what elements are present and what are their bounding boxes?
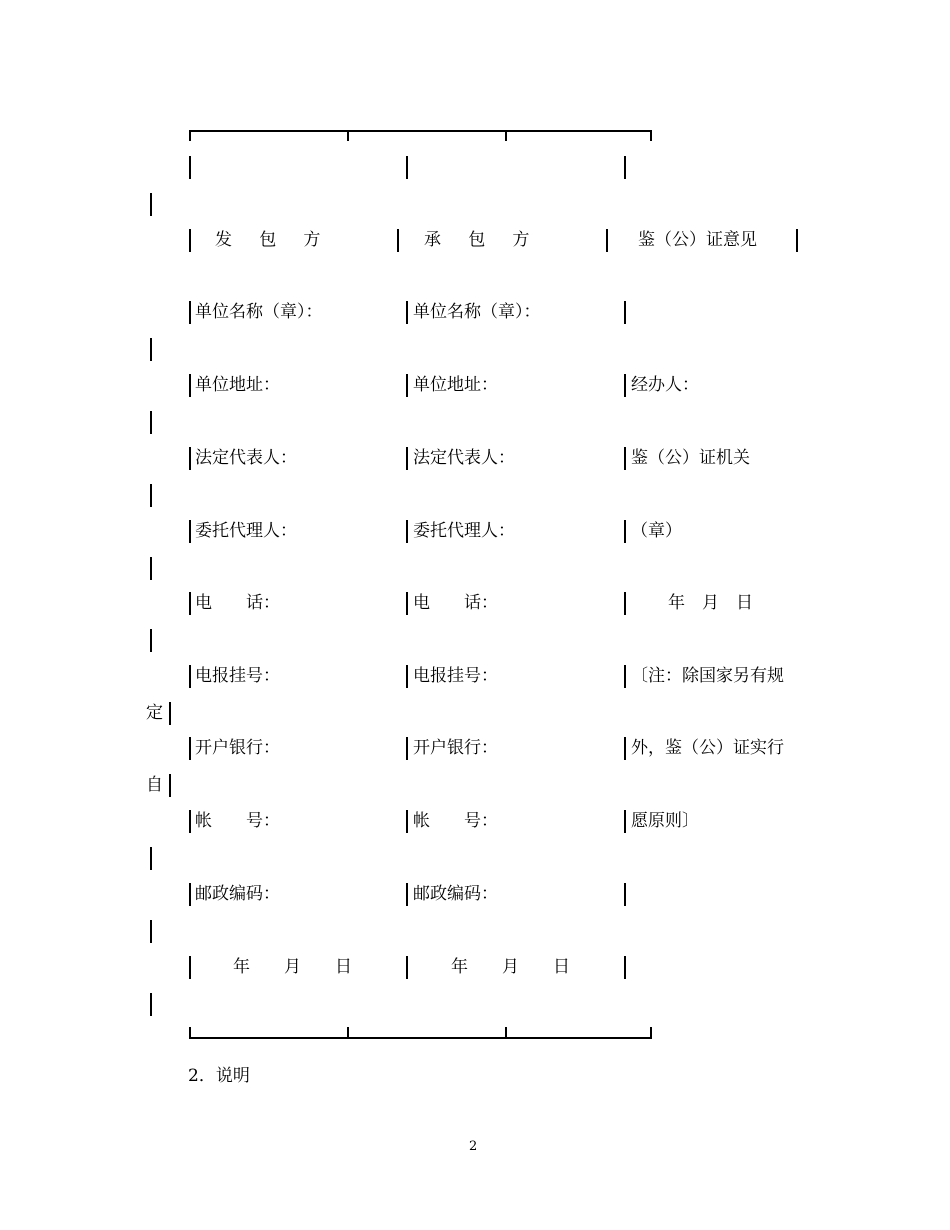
wrap-bar xyxy=(150,557,152,580)
row-bar xyxy=(624,447,626,470)
row-bar xyxy=(189,737,191,760)
contractor-phone: 电 话： xyxy=(413,593,498,613)
notary-handler: 经办人： xyxy=(631,375,699,395)
table-bottom-tick-mid2 xyxy=(505,1027,507,1038)
issuer-postcode: 邮政编码： xyxy=(195,884,280,904)
row-bar xyxy=(624,883,626,906)
row-bar xyxy=(796,229,798,252)
row-bar xyxy=(406,156,408,179)
contractor-unit-address: 单位地址： xyxy=(413,375,498,395)
notary-note-line2: 外，鉴（公）证实行 xyxy=(631,738,784,758)
table-bottom-tick-left xyxy=(189,1027,191,1038)
notary-note-line3: 愿原则〕 xyxy=(631,811,699,831)
table-top-tick-mid1 xyxy=(347,130,349,141)
row-bar xyxy=(406,883,408,906)
row-bar xyxy=(406,810,408,833)
row-bar xyxy=(189,665,191,688)
row-bar xyxy=(189,374,191,397)
wrap-bar xyxy=(169,702,171,725)
row-bar xyxy=(624,737,626,760)
issuer-unit-name: 单位名称（章）： xyxy=(195,302,323,322)
issuer-telegram: 电报挂号： xyxy=(195,666,280,686)
row-bar xyxy=(606,229,608,252)
row-bar xyxy=(189,301,191,324)
issuer-date: 年 月 日 xyxy=(233,957,352,977)
contractor-bank: 开户银行： xyxy=(413,738,498,758)
header-notary: 鉴（公）证意见 xyxy=(638,230,757,250)
row-bar xyxy=(624,301,626,324)
row-bar xyxy=(397,229,399,252)
header-issuer: 发 包 方 xyxy=(215,230,326,250)
wrap-bar xyxy=(150,338,152,361)
table-top-tick-right xyxy=(650,130,652,141)
row-bar xyxy=(189,883,191,906)
header-contractor: 承 包 方 xyxy=(424,230,535,250)
row-bar xyxy=(624,374,626,397)
table-bottom-tick-mid1 xyxy=(347,1027,349,1038)
contractor-postcode: 邮政编码： xyxy=(413,884,498,904)
wrap-bar xyxy=(169,774,171,797)
notary-date: 年 月 日 xyxy=(668,593,753,613)
row-bar xyxy=(406,374,408,397)
row-bar xyxy=(189,447,191,470)
row-bar xyxy=(189,229,191,252)
notary-authority: 鉴（公）证机关 xyxy=(631,448,750,468)
wrap-bar xyxy=(150,847,152,870)
notary-note-line1: 〔注：除国家另有规 xyxy=(631,666,784,686)
row-bar xyxy=(406,447,408,470)
row-bar xyxy=(624,520,626,543)
issuer-phone: 电 话： xyxy=(195,593,280,613)
issuer-unit-address: 单位地址： xyxy=(195,375,280,395)
row-bar xyxy=(189,520,191,543)
row-bar xyxy=(624,592,626,615)
wrap-bar xyxy=(150,993,152,1016)
contractor-telegram: 电报挂号： xyxy=(413,666,498,686)
row-bar xyxy=(406,737,408,760)
wrap-bar xyxy=(150,629,152,652)
row-bar xyxy=(406,520,408,543)
wrap-bar xyxy=(150,193,152,216)
row-bar xyxy=(624,665,626,688)
issuer-account: 帐 号： xyxy=(195,811,280,831)
row-bar xyxy=(189,810,191,833)
row-bar xyxy=(406,956,408,979)
table-bottom-tick-right xyxy=(650,1027,652,1038)
contractor-date: 年 月 日 xyxy=(451,957,570,977)
row-bar xyxy=(189,956,191,979)
table-top-border xyxy=(189,130,652,132)
contractor-legal-rep: 法定代表人： xyxy=(413,448,515,468)
row-bar xyxy=(406,665,408,688)
section-heading: 2．说明 xyxy=(188,1066,250,1086)
notary-note-wrap2: 自 xyxy=(146,775,163,795)
contractor-account: 帐 号： xyxy=(413,811,498,831)
wrap-bar xyxy=(150,484,152,507)
contractor-unit-name: 单位名称（章）： xyxy=(413,302,541,322)
table-top-tick-left xyxy=(189,130,191,141)
row-bar xyxy=(189,592,191,615)
row-bar xyxy=(406,592,408,615)
notary-note-wrap1: 定 xyxy=(146,703,163,723)
row-bar xyxy=(624,156,626,179)
wrap-bar xyxy=(150,411,152,434)
issuer-agent: 委托代理人： xyxy=(195,521,297,541)
table-top-tick-mid2 xyxy=(505,130,507,141)
wrap-bar xyxy=(150,920,152,943)
table-bottom-border xyxy=(189,1037,652,1039)
notary-seal: （章） xyxy=(631,521,682,541)
issuer-legal-rep: 法定代表人： xyxy=(195,448,297,468)
row-bar xyxy=(189,156,191,179)
row-bar xyxy=(406,301,408,324)
contractor-agent: 委托代理人： xyxy=(413,521,515,541)
issuer-bank: 开户银行： xyxy=(195,738,280,758)
page-number: 2 xyxy=(469,1139,478,1154)
row-bar xyxy=(624,956,626,979)
row-bar xyxy=(624,810,626,833)
